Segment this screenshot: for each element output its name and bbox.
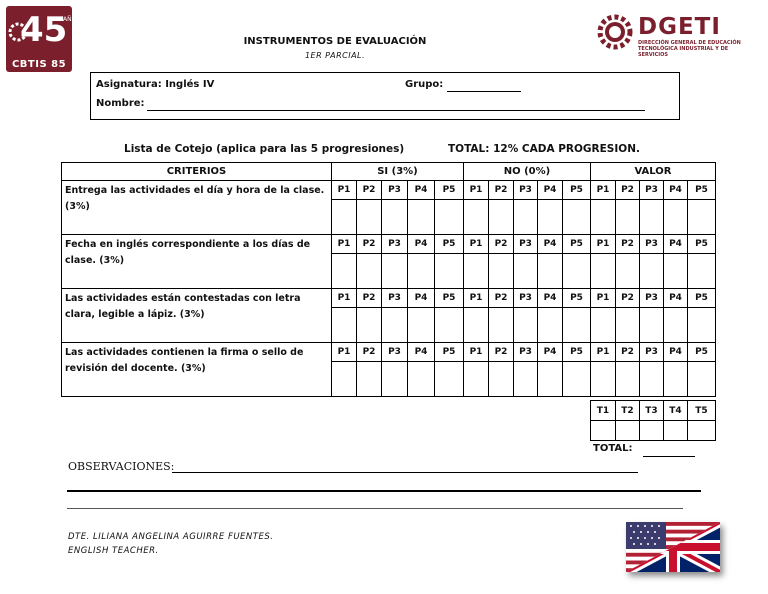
answer-cell[interactable] xyxy=(464,200,489,235)
progression-header: P1 xyxy=(591,235,616,254)
asignatura-label: Asignatura: Inglés IV xyxy=(96,79,215,90)
progression-header: P2 xyxy=(616,343,640,362)
answer-cell[interactable] xyxy=(382,308,408,343)
progression-header: P1 xyxy=(464,235,489,254)
total-header: T2 xyxy=(616,401,640,421)
progression-header: P3 xyxy=(382,181,408,200)
cbtis-number: 45 xyxy=(20,10,68,50)
answer-cell[interactable] xyxy=(357,254,382,289)
cbtis-anos: AÑOS xyxy=(63,16,81,23)
answer-cell[interactable] xyxy=(489,254,514,289)
total-header: T1 xyxy=(591,401,616,421)
total-cell[interactable] xyxy=(688,421,716,441)
progression-header: P5 xyxy=(688,235,716,254)
teacher-name: DTE. LILIANA ANGELINA AGUIRRE FUENTES. xyxy=(68,532,274,542)
criteria-row xyxy=(62,235,716,254)
cbtis-label: CBTIS 85 xyxy=(11,59,67,70)
answer-cell[interactable] xyxy=(688,200,716,235)
criterion-text: Las actividades contienen la firma o sello de revisión del docente. (3%) xyxy=(62,343,332,397)
answer-cell[interactable] xyxy=(514,362,538,397)
progression-header: P3 xyxy=(640,343,664,362)
answer-cell[interactable] xyxy=(408,254,435,289)
answer-cell[interactable] xyxy=(591,254,616,289)
answer-cell[interactable] xyxy=(591,308,616,343)
answer-cell[interactable] xyxy=(489,308,514,343)
answer-cell[interactable] xyxy=(688,254,716,289)
answer-cell[interactable] xyxy=(332,362,357,397)
criteria-row xyxy=(62,181,716,200)
criterios-header: CRITERIOS xyxy=(62,163,332,181)
total-header: T5 xyxy=(688,401,716,421)
answer-cell[interactable] xyxy=(332,254,357,289)
answer-cell[interactable] xyxy=(563,308,591,343)
answer-cell[interactable] xyxy=(435,200,464,235)
progression-header: P2 xyxy=(357,235,382,254)
progression-header: P1 xyxy=(332,235,357,254)
criteria-table xyxy=(61,162,716,397)
progression-header: P4 xyxy=(664,289,688,308)
answer-cell[interactable] xyxy=(563,200,591,235)
progression-header: P2 xyxy=(357,181,382,200)
answer-cell[interactable] xyxy=(489,362,514,397)
answer-cell[interactable] xyxy=(332,200,357,235)
total-label: TOTAL: xyxy=(593,443,633,454)
progression-header: P1 xyxy=(332,289,357,308)
answer-cell[interactable] xyxy=(357,362,382,397)
document-title: INSTRUMENTOS DE EVALUACIÓN xyxy=(243,36,427,47)
answer-cell[interactable] xyxy=(408,362,435,397)
progression-header: P3 xyxy=(514,343,538,362)
progression-header: P1 xyxy=(332,181,357,200)
progression-header: P5 xyxy=(435,289,464,308)
answer-cell[interactable] xyxy=(664,308,688,343)
criteria-row xyxy=(62,289,716,308)
progression-header: P5 xyxy=(435,235,464,254)
cbtis-logo xyxy=(6,6,81,72)
progression-header: P3 xyxy=(640,181,664,200)
answer-cell[interactable] xyxy=(640,362,664,397)
answer-cell[interactable] xyxy=(591,200,616,235)
answer-cell[interactable] xyxy=(640,308,664,343)
progression-header: P2 xyxy=(489,235,514,254)
teacher-role: ENGLISH TEACHER. xyxy=(68,546,159,556)
progression-header: P1 xyxy=(591,181,616,200)
answer-cell[interactable] xyxy=(332,308,357,343)
total-header: T4 xyxy=(664,401,688,421)
progression-header: P1 xyxy=(332,343,357,362)
dgeti-logo xyxy=(596,12,756,56)
progression-header: P3 xyxy=(514,235,538,254)
answer-cell[interactable] xyxy=(563,254,591,289)
document-subtitle: 1ER PARCIAL. xyxy=(304,51,366,60)
answer-cell[interactable] xyxy=(464,362,489,397)
answer-cell[interactable] xyxy=(664,200,688,235)
observaciones-field[interactable] xyxy=(172,472,638,473)
criterion-text: Entrega las actividades el día y hora de la clase. (3%) xyxy=(62,181,332,235)
progression-header: P5 xyxy=(688,343,716,362)
answer-cell[interactable] xyxy=(382,362,408,397)
progression-header: P2 xyxy=(616,181,640,200)
grupo-label: Grupo: xyxy=(405,79,444,90)
progression-header: P4 xyxy=(664,181,688,200)
progression-header: P4 xyxy=(408,289,435,308)
progression-header: P5 xyxy=(563,181,591,200)
us-uk-flag-image xyxy=(626,522,720,572)
progression-header: P4 xyxy=(408,235,435,254)
answer-cell[interactable] xyxy=(435,362,464,397)
progression-header: P2 xyxy=(616,235,640,254)
progression-header: P4 xyxy=(538,181,563,200)
dgeti-subtitle: DIRECCIÓN GENERAL DE EDUCACIÓN TECNOLÓGICA INDUSTRIAL Y DE SERVICIOS xyxy=(638,40,741,58)
observaciones-line-3[interactable] xyxy=(67,508,683,509)
progression-header: P4 xyxy=(664,235,688,254)
dgeti-word: DGETI xyxy=(638,14,721,40)
answer-cell[interactable] xyxy=(538,254,563,289)
answer-cell[interactable] xyxy=(514,254,538,289)
answer-cell[interactable] xyxy=(616,254,640,289)
valor-header: VALOR xyxy=(591,163,716,181)
answer-cell[interactable] xyxy=(664,254,688,289)
progression-header: P5 xyxy=(563,289,591,308)
total-cell[interactable] xyxy=(640,421,664,441)
answer-cell[interactable] xyxy=(408,308,435,343)
progression-header: P4 xyxy=(408,343,435,362)
grupo-field[interactable] xyxy=(447,91,521,92)
total-cell[interactable] xyxy=(591,421,616,441)
checklist-title: Lista de Cotejo (aplica para las 5 progresiones) xyxy=(124,143,405,155)
answer-cell[interactable] xyxy=(640,200,664,235)
progression-header: P1 xyxy=(464,289,489,308)
answer-cell[interactable] xyxy=(664,362,688,397)
criterion-text: Las actividades están contestadas con letra clara, legible a lápiz. (3%) xyxy=(62,289,332,343)
answer-cell[interactable] xyxy=(688,362,716,397)
observaciones-label: OBSERVACIONES: xyxy=(68,460,175,473)
answer-cell[interactable] xyxy=(464,254,489,289)
progression-header: P3 xyxy=(640,235,664,254)
answer-cell[interactable] xyxy=(591,362,616,397)
progression-header: P3 xyxy=(382,289,408,308)
progression-header: P3 xyxy=(514,181,538,200)
answer-cell[interactable] xyxy=(357,308,382,343)
totals-table xyxy=(590,400,716,441)
progression-header: P3 xyxy=(514,289,538,308)
progression-header: P3 xyxy=(640,289,664,308)
total-cell[interactable] xyxy=(664,421,688,441)
total-field[interactable] xyxy=(643,456,695,457)
progression-header: P5 xyxy=(688,289,716,308)
progression-header: P2 xyxy=(616,289,640,308)
answer-cell[interactable] xyxy=(382,254,408,289)
progression-header: P4 xyxy=(664,343,688,362)
answer-cell[interactable] xyxy=(435,254,464,289)
progression-header: P1 xyxy=(464,343,489,362)
answer-cell[interactable] xyxy=(514,308,538,343)
progression-header: P2 xyxy=(357,343,382,362)
student-info-box xyxy=(90,72,680,120)
observaciones-line-2[interactable] xyxy=(67,490,701,492)
progression-header: P3 xyxy=(382,235,408,254)
progression-header: P1 xyxy=(464,181,489,200)
progression-header: P5 xyxy=(688,181,716,200)
answer-cell[interactable] xyxy=(563,362,591,397)
answer-cell[interactable] xyxy=(538,200,563,235)
answer-cell[interactable] xyxy=(688,308,716,343)
progression-header: P1 xyxy=(591,289,616,308)
answer-cell[interactable] xyxy=(514,200,538,235)
progression-header: P2 xyxy=(489,181,514,200)
nombre-field[interactable] xyxy=(147,110,645,111)
answer-cell[interactable] xyxy=(382,200,408,235)
progression-header: P2 xyxy=(489,343,514,362)
answer-cell[interactable] xyxy=(616,362,640,397)
progression-header: P5 xyxy=(435,343,464,362)
progression-header: P5 xyxy=(435,181,464,200)
answer-cell[interactable] xyxy=(640,254,664,289)
progression-header: P2 xyxy=(489,289,514,308)
progression-header: P4 xyxy=(538,289,563,308)
progression-header: P4 xyxy=(538,343,563,362)
answer-cell[interactable] xyxy=(538,362,563,397)
criterion-text: Fecha en inglés correspondiente a los días de clase. (3%) xyxy=(62,235,332,289)
progression-header: P2 xyxy=(357,289,382,308)
checklist-total-note: TOTAL: 12% CADA PROGRESION. xyxy=(448,143,640,155)
progression-header: P1 xyxy=(591,343,616,362)
total-header: T3 xyxy=(640,401,664,421)
answer-cell[interactable] xyxy=(489,200,514,235)
answer-cell[interactable] xyxy=(408,200,435,235)
answer-cell[interactable] xyxy=(538,308,563,343)
total-cell[interactable] xyxy=(616,421,640,441)
nombre-label: Nombre: xyxy=(96,98,145,109)
progression-header: P4 xyxy=(408,181,435,200)
si-header: SI (3%) xyxy=(332,163,464,181)
progression-header: P5 xyxy=(563,343,591,362)
criteria-row xyxy=(62,343,716,362)
dgeti-gear-icon xyxy=(596,12,634,52)
no-header: NO (0%) xyxy=(464,163,591,181)
answer-cell[interactable] xyxy=(616,308,640,343)
progression-header: P5 xyxy=(563,235,591,254)
answer-cell[interactable] xyxy=(435,308,464,343)
progression-header: P4 xyxy=(538,235,563,254)
answer-cell[interactable] xyxy=(357,200,382,235)
answer-cell[interactable] xyxy=(464,308,489,343)
answer-cell[interactable] xyxy=(616,200,640,235)
progression-header: P3 xyxy=(382,343,408,362)
